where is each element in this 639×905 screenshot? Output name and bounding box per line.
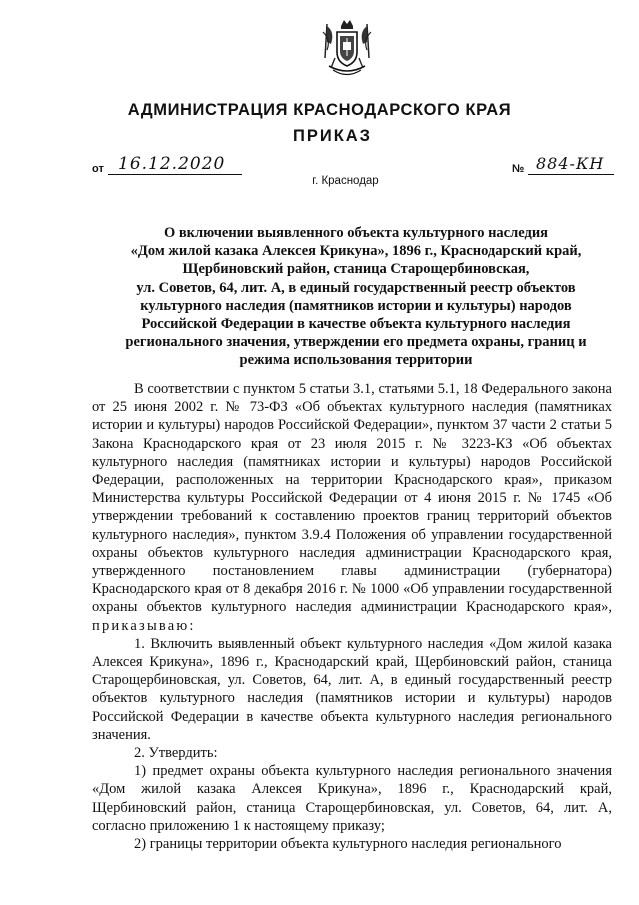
city: г. Краснодар bbox=[312, 175, 379, 187]
heading-line: О включении выявленного объекта культурного наследия bbox=[163, 225, 549, 241]
document-type: ПРИКАЗ bbox=[292, 127, 373, 145]
document-heading bbox=[92, 224, 620, 370]
number-value: 884-КН bbox=[536, 154, 605, 173]
coat-of-arms-icon bbox=[321, 18, 373, 80]
heading-line: Российской Федерации в качестве объекта культурного наследия bbox=[141, 316, 571, 333]
heading-line: Щербиновский район, станица Старощербиновская, bbox=[182, 261, 530, 278]
item-1-paragraph: 1. Включить выявленный объект культурного наследия «Дом жилой казака Алексея Крикуна», 1896 г., Краснодарский край, Щербиновский район, станица Старощербиновская, ул. Советов, 64, лит. А, в единый государственный реестр объектов культурного наследия (памятников истории и культуры) народов Российской Федерации в качестве объекта культурного наследия регионального значения. bbox=[92, 635, 612, 743]
organization-title: АДМИНИСТРАЦИЯ КРАСНОДАРСКОГО КРАЯ bbox=[127, 101, 512, 119]
date-label: от bbox=[92, 163, 104, 175]
heading-line: «Дом жилой казака Алексея Крикуна», 1896 г., Краснодарский край, bbox=[130, 243, 582, 260]
item-2-paragraph: 2. Утвердить: bbox=[134, 745, 218, 762]
date-value: 16.12.2020 bbox=[118, 154, 226, 174]
item-2-2-paragraph: 2) границы территории объекта культурного наследия регионального bbox=[134, 836, 562, 853]
heading-line: регионального значения, утверждении его предмета охраны, границ и bbox=[125, 334, 587, 351]
order-word: приказываю: bbox=[92, 617, 196, 634]
heading-line: культурного наследия (памятников истории и культуры) народов bbox=[140, 297, 572, 314]
heading-line: режима использования территории bbox=[239, 352, 473, 369]
preamble-paragraph bbox=[92, 380, 612, 635]
heading-line: ул. Советов, 64, лит. А, в единый государственный реестр объектов bbox=[136, 279, 576, 296]
number-label: № bbox=[512, 163, 525, 175]
preamble-text: В соответствии с пунктом 5 статьи 3.1, статьями 5.1, 18 Федерального закона от 25 июня 2002 г. № 73-ФЗ «Об объектах культурного наследия (памятниках истории и культуры) народов Российской Федерации», пунктом 37 части 2 статьи 5 Закона Краснодарского края от 23 июля 2015 г. № 3223-КЗ «Об объектах культурного наследия (памятниках истории и культуры) народов Российской Федерации, расположенных на территории Краснодарского края», приказом Министерства культуры Российской Федерации от 4 июня 2015 г. № 1745 «Об утверждении требований к составлению проектов границ территорий объектов культурного наследия», пунктом 3.9.4 Положения об управлении государственной охраны объектов культурного наследия администрации Краснодарского края, утвержденного постановлением главы администрации (губернатора) Краснодарского края от 8 декабря 2016 г. № 1000 «Об управлении государственной охраны объектов культурного наследия администрации Краснодарского края», bbox=[92, 381, 612, 616]
item-2-1-paragraph: 1) предмет охраны объекта культурного наследия регионального значения «Дом жилой казака Алексея Крикуна», 1896 г., Краснодарский край, Щербиновский район, станица Старощербиновская, ул. Советов, 64, лит. А, согласно приложению 1 к настоящему приказу; bbox=[92, 763, 612, 834]
document-body bbox=[92, 380, 612, 853]
